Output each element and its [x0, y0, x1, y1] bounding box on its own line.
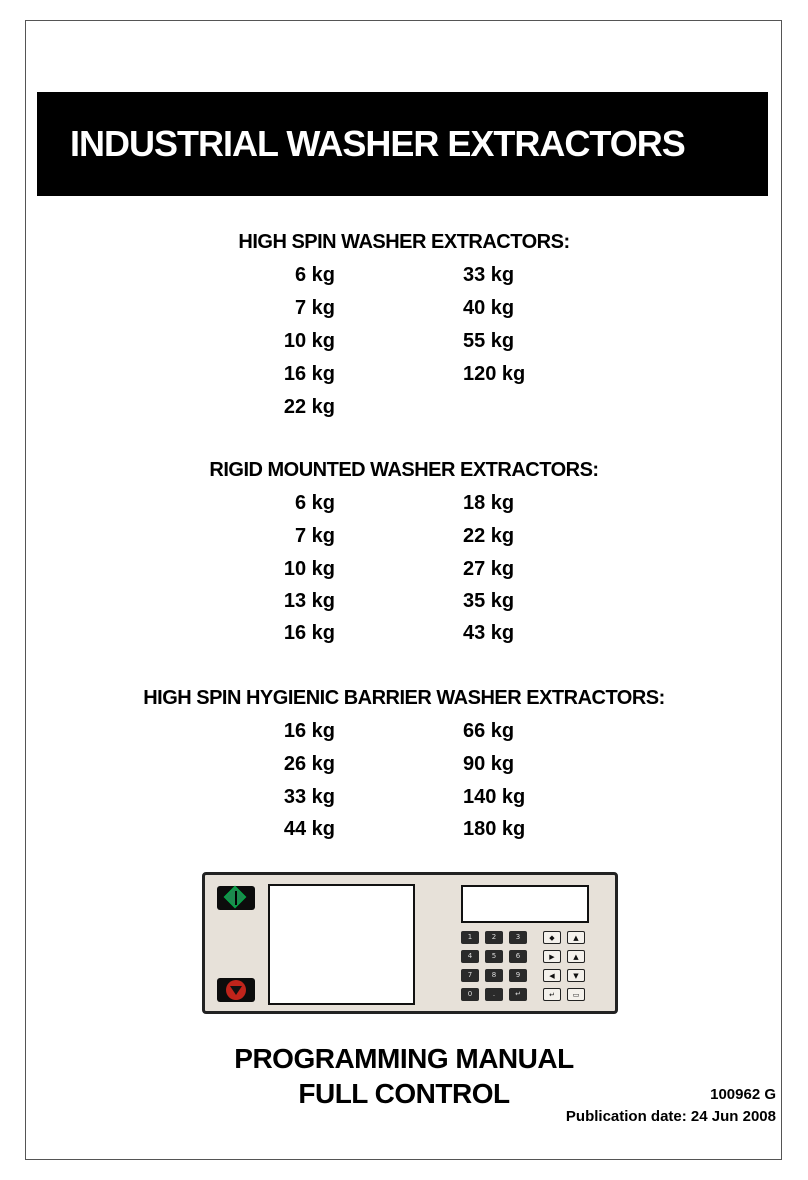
keypad-key: ↵	[509, 988, 527, 1001]
keypad-key: 0	[461, 988, 479, 1001]
flame-icon: ▲	[567, 931, 585, 944]
keypad-key: 6	[509, 950, 527, 963]
capacity-item: 55 kg	[463, 330, 515, 352]
capacity-item: 18 kg	[463, 492, 515, 514]
capacity-item: 7 kg	[294, 525, 335, 547]
keypad-key: 2	[485, 931, 503, 944]
section-heading-high-spin: HIGH SPIN WASHER EXTRACTORS:	[238, 231, 570, 253]
keypad-key: 1	[461, 931, 479, 944]
capacity-item: 66 kg	[463, 720, 515, 742]
capacity-item: 22 kg	[463, 525, 515, 547]
capacity-item: 16 kg	[283, 720, 335, 742]
section-heading-hygienic: HIGH SPIN HYGIENIC BARRIER WASHER EXTRACTORS:	[143, 687, 665, 709]
nav-up-key: ▲	[567, 950, 585, 963]
capacity-item: 120 kg	[463, 363, 526, 385]
main-display	[268, 884, 415, 1005]
capacity-item: 6 kg	[294, 264, 335, 286]
capacity-item: 33 kg	[463, 264, 515, 286]
keypad-key: 4	[461, 950, 479, 963]
capacity-item: 16 kg	[283, 363, 335, 385]
capacity-item: 35 kg	[463, 590, 515, 612]
capacity-item: 33 kg	[283, 786, 335, 808]
capacity-item: 90 kg	[463, 753, 515, 775]
section-heading-rigid: RIGID MOUNTED WASHER EXTRACTORS:	[209, 459, 599, 481]
keypad-key: 7	[461, 969, 479, 982]
capacity-item: 16 kg	[283, 622, 335, 644]
drop-icon: ◆	[543, 931, 561, 944]
nav-left-key: ◀	[543, 969, 561, 982]
keypad-key: 8	[485, 969, 503, 982]
keypad-key: 3	[509, 931, 527, 944]
nav-right-key: ▶	[543, 950, 561, 963]
capacity-item: 13 kg	[283, 590, 335, 612]
keypad-key: .	[485, 988, 503, 1001]
control-panel-illustration	[202, 872, 618, 1014]
start-bar-icon	[235, 891, 237, 905]
keypad-key: 9	[509, 969, 527, 982]
capacity-item: 140 kg	[463, 786, 526, 808]
capacity-item: 44 kg	[283, 818, 335, 840]
capacity-item: 22 kg	[283, 396, 335, 418]
capacity-item: 10 kg	[283, 330, 335, 352]
enter-icon: ↵	[543, 988, 561, 1001]
capacity-item: 40 kg	[463, 297, 515, 319]
stop-button	[217, 978, 255, 1002]
banner-title: INDUSTRIAL WASHER EXTRACTORS	[70, 123, 685, 164]
capacity-item: 180 kg	[463, 818, 526, 840]
publication-date: Publication date: 24 Jun 2008	[565, 1108, 776, 1125]
manual-title-line1: PROGRAMMING MANUAL	[234, 1043, 574, 1074]
stop-triangle-icon	[230, 986, 242, 995]
program-icon: ▭	[567, 988, 585, 1001]
capacity-item: 7 kg	[294, 297, 335, 319]
capacity-item: 27 kg	[463, 558, 515, 580]
document-number: 100962 G	[710, 1086, 776, 1103]
start-button	[217, 886, 255, 910]
manual-title-line2: FULL CONTROL	[298, 1078, 510, 1109]
secondary-display	[461, 885, 589, 923]
capacity-item: 10 kg	[283, 558, 335, 580]
capacity-item: 43 kg	[463, 622, 515, 644]
header-banner	[37, 92, 768, 196]
capacity-item: 26 kg	[283, 753, 335, 775]
nav-down-key: ▼	[567, 969, 585, 982]
keypad-key: 5	[485, 950, 503, 963]
capacity-item: 6 kg	[294, 492, 335, 514]
